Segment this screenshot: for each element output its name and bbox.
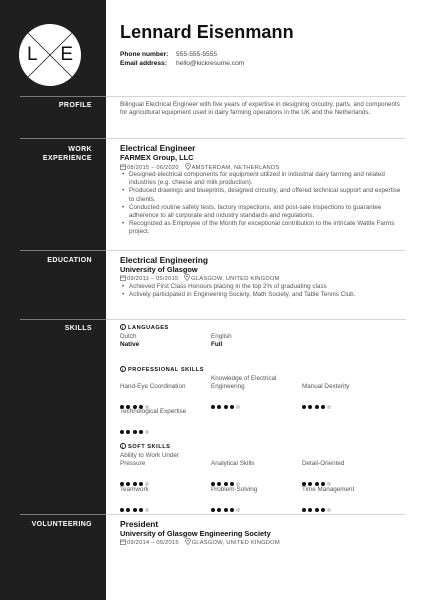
soft-skills-heading-text: SOFT SKILLS bbox=[128, 444, 171, 450]
education-dates: 09/2011 – 05/2015 bbox=[127, 276, 179, 282]
skill-rating bbox=[302, 499, 333, 504]
section-label-work-line2: EXPERIENCE bbox=[42, 155, 92, 162]
work-company: FARMEX Group, LLC bbox=[120, 153, 194, 162]
monogram-initial-first: L bbox=[27, 44, 38, 65]
rating-dot-filled bbox=[321, 508, 325, 512]
calendar-icon bbox=[120, 275, 126, 281]
rating-dot-filled bbox=[139, 508, 143, 512]
soft-skills-heading bbox=[120, 443, 170, 450]
professional-skills-heading-text: PROFESSIONAL SKILLS bbox=[128, 367, 205, 373]
volunteering-role: President bbox=[120, 519, 159, 529]
phone-label: Phone number: bbox=[120, 51, 169, 58]
rating-dot-filled bbox=[120, 508, 124, 512]
rating-dot-filled bbox=[133, 508, 137, 512]
rating-dot-filled bbox=[139, 430, 143, 434]
rating-dot-filled bbox=[315, 508, 319, 512]
rating-dot-filled bbox=[211, 508, 215, 512]
work-meta bbox=[120, 163, 279, 171]
calendar-icon bbox=[120, 164, 126, 170]
work-dates: 08/2015 – 06/2020 bbox=[127, 165, 179, 171]
section-divider bbox=[106, 96, 406, 97]
work-location: AMSTERDAM, NETHERLANDS bbox=[191, 165, 280, 171]
rating-dot-filled bbox=[321, 405, 325, 409]
skill-name: Technological Expertise bbox=[120, 408, 187, 415]
skill-name: Knowledge of Electrical Engineering bbox=[211, 375, 277, 390]
list-item: • Conducted routine safety tests, factory inspections, and post-sale inspections to guarantee adherence to all corporate and industry standards and regulations. bbox=[120, 204, 406, 220]
rating-dot-filled bbox=[315, 405, 319, 409]
skill-rating bbox=[211, 396, 242, 401]
rating-dot-filled bbox=[302, 405, 306, 409]
education-location: GLASGOW, UNITED KINGDOM bbox=[191, 276, 280, 282]
education-bullets bbox=[120, 283, 406, 299]
skill-name: Teamwork bbox=[120, 486, 149, 493]
skill-name: Hand-Eye Coordination bbox=[120, 383, 186, 390]
rating-dot-filled bbox=[224, 405, 228, 409]
list-item: • Recognized as Employee of the Month for exceptional contribution to the intricate Wattle Farms project. bbox=[120, 220, 406, 236]
monogram-initial-last: E bbox=[60, 44, 73, 65]
language-name: Dutch bbox=[120, 333, 137, 340]
calendar-icon bbox=[120, 539, 126, 545]
language-level: Full bbox=[211, 341, 223, 348]
section-label-volunteering: VOLUNTEERING bbox=[31, 521, 92, 528]
rating-dot-filled bbox=[230, 405, 234, 409]
section-divider bbox=[20, 138, 106, 139]
language-name: English bbox=[211, 333, 232, 340]
skill-name: Ability to Work Under Pressure bbox=[120, 452, 180, 467]
section-divider bbox=[106, 138, 406, 139]
rating-dot-filled bbox=[302, 508, 306, 512]
rating-dot-empty bbox=[327, 508, 331, 512]
skill-rating bbox=[120, 421, 151, 426]
rating-dot-filled bbox=[308, 508, 312, 512]
rating-dot-empty bbox=[236, 508, 240, 512]
skill-rating bbox=[211, 473, 242, 478]
rating-dot-filled bbox=[217, 508, 221, 512]
work-title: Electrical Engineer bbox=[120, 143, 196, 153]
skill-name: Detail-Oriented bbox=[302, 460, 345, 467]
section-label-work-line1: WORK bbox=[68, 146, 92, 153]
education-meta bbox=[120, 274, 279, 282]
section-label-work bbox=[0, 145, 92, 163]
skill-rating bbox=[120, 473, 151, 478]
email-value[interactable]: hello@kickresume.com bbox=[176, 60, 245, 67]
volunteering-meta bbox=[120, 538, 280, 546]
education-degree: Electrical Engineering bbox=[120, 255, 208, 265]
list-item: • Actively participated in Engineering Society, Math Society, and Table Tennis Club. bbox=[120, 291, 406, 299]
skill-name: Manual Dexterity bbox=[302, 383, 350, 390]
email-label: Email address: bbox=[120, 60, 167, 67]
section-divider bbox=[20, 319, 106, 320]
volunteering-org: University of Glasgow Engineering Society bbox=[120, 529, 271, 538]
skill-name: Problem-Solving bbox=[211, 486, 258, 493]
volunteering-location: GLASGOW, UNITED KINGDOM bbox=[191, 540, 280, 546]
section-divider bbox=[106, 319, 406, 320]
location-pin-icon bbox=[185, 538, 191, 545]
phone-value: 555-555-5555 bbox=[176, 51, 218, 58]
phone-row bbox=[120, 51, 217, 58]
skill-rating bbox=[211, 499, 242, 504]
section-divider bbox=[20, 514, 106, 515]
rating-dot-filled bbox=[133, 430, 137, 434]
rating-dot-filled bbox=[211, 405, 215, 409]
languages-heading bbox=[120, 324, 169, 331]
email-row bbox=[120, 60, 244, 67]
profile-summary: Bilingual Electrical Engineer with five years of expertise in designing circuitry, parts, and components for agricultural equipment used in dairy farming operations in the UK and the Netherlands. bbox=[120, 101, 400, 117]
list-item: • Achieved First Class Honours placing in the top 2% of graduating class bbox=[120, 283, 406, 291]
section-label-profile: PROFILE bbox=[58, 102, 92, 109]
rating-dot-empty bbox=[327, 405, 331, 409]
languages-icon: i bbox=[120, 324, 126, 330]
sidebar bbox=[0, 0, 106, 600]
rating-dot-filled bbox=[217, 405, 221, 409]
section-label-skills: SKILLS bbox=[64, 325, 92, 332]
skill-name: Time Management bbox=[302, 486, 355, 493]
rating-dot-filled bbox=[126, 430, 130, 434]
list-item: • Produced drawings and blueprints, designed circuitry, and offered technical support and expertise to clients. bbox=[120, 187, 406, 203]
education-school: University of Glasgow bbox=[120, 265, 198, 274]
section-divider bbox=[20, 96, 106, 97]
languages-heading-text: LANGUAGES bbox=[128, 325, 169, 331]
rating-dot-filled bbox=[120, 430, 124, 434]
skill-rating bbox=[120, 396, 151, 401]
skill-name: Analytical Skills bbox=[211, 460, 255, 467]
professional-skills-icon: i bbox=[120, 366, 126, 372]
section-divider bbox=[20, 250, 106, 251]
soft-skills-icon: i bbox=[120, 443, 126, 449]
skill-rating bbox=[302, 473, 333, 478]
section-divider bbox=[106, 250, 406, 251]
rating-dot-empty bbox=[145, 430, 149, 434]
volunteering-dates: 09/2014 – 05/2015 bbox=[127, 540, 179, 546]
language-level: Native bbox=[120, 341, 140, 348]
work-bullets bbox=[120, 171, 406, 237]
rating-dot-filled bbox=[224, 508, 228, 512]
list-item: • Designed electrical components for equipment utilized in industrial dairy farming and related industries (e.g. cheese and milk production). bbox=[120, 171, 406, 187]
monogram-logo bbox=[19, 24, 81, 86]
rating-dot-filled bbox=[308, 405, 312, 409]
skill-rating bbox=[302, 396, 333, 401]
section-label-education: EDUCATION bbox=[47, 257, 92, 264]
rating-dot-filled bbox=[230, 508, 234, 512]
rating-dot-empty bbox=[236, 405, 240, 409]
section-divider bbox=[106, 514, 406, 515]
candidate-name: Lennard Eisenmann bbox=[120, 22, 294, 42]
skill-rating bbox=[120, 499, 151, 504]
professional-skills-heading bbox=[120, 366, 204, 373]
rating-dot-empty bbox=[145, 508, 149, 512]
location-pin-icon bbox=[185, 163, 191, 170]
location-pin-icon bbox=[184, 274, 190, 281]
rating-dot-filled bbox=[126, 508, 130, 512]
